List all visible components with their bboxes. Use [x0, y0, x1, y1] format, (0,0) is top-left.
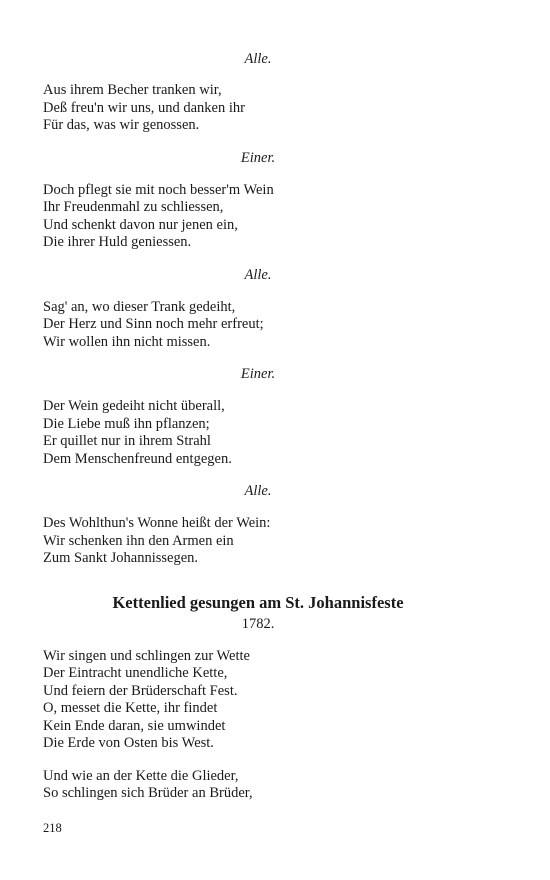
- verse-line: Aus ihrem Becher tranken wir,: [43, 82, 222, 98]
- verse-line: Er quillet nur in ihrem Strahl: [43, 433, 211, 449]
- verse-line: Zum Sankt Johannissegen.: [43, 550, 199, 566]
- verse-line: Wir wollen ihn nicht missen.: [43, 333, 211, 350]
- verse-line: Für das, was wir genossen.: [43, 117, 200, 133]
- verse-line: Deß freu'n wir uns, und danken ihr: [43, 99, 245, 116]
- speaker-label: Alle.: [244, 483, 272, 499]
- verse-line: Sag' an, wo dieser Trank gedeiht,: [43, 298, 236, 315]
- stanza: [43, 398, 473, 468]
- stanza: [43, 299, 473, 352]
- song-year: 1782.: [241, 615, 275, 632]
- verse-line: Und schenkt davon nur jenen ein,: [43, 216, 238, 233]
- verse-line: Der Herz und Sinn noch mehr erfreut;: [43, 316, 264, 332]
- stanza: [43, 768, 473, 803]
- stanza: [43, 182, 473, 252]
- page-number: 218: [43, 821, 62, 835]
- verse-line: Die ihrer Huld geniessen.: [43, 234, 192, 250]
- verse-line: Dem Menschenfreund entgegen.: [43, 450, 232, 467]
- verse-line: Ihr Freudenmahl zu schliessen,: [43, 199, 224, 215]
- stanza: [43, 515, 473, 568]
- verse-line: So schlingen sich Brüder an Brüder,: [43, 785, 253, 801]
- verse-line: Der Eintracht unendliche Kette,: [43, 665, 228, 681]
- stanza: [43, 648, 473, 753]
- verse-line: Und wie an der Kette die Glieder,: [43, 767, 239, 784]
- verse-line: Wir schenken ihn den Armen ein: [43, 532, 234, 549]
- verse-line: Die Erde von Osten bis West.: [43, 735, 214, 751]
- verse-line: Der Wein gedeiht nicht überall,: [43, 398, 225, 414]
- page-content: [43, 50, 473, 803]
- verse-line: Kein Ende daran, sie umwindet: [43, 717, 226, 734]
- speaker-label: Einer.: [240, 149, 276, 166]
- verse-line: Wir singen und schlingen zur Wette: [43, 647, 250, 664]
- stanza: [43, 82, 473, 135]
- verse-line: Die Liebe muß ihn pflanzen;: [43, 415, 210, 432]
- speaker-label: Alle.: [244, 51, 272, 67]
- verse-line: Doch pflegt sie mit noch besser'm Wein: [43, 181, 274, 198]
- speaker-label: Einer.: [240, 366, 276, 382]
- verse-line: O, messet die Kette, ihr findet: [43, 700, 218, 716]
- speaker-label: Alle.: [244, 266, 272, 283]
- verse-line: Und feiern der Brüderschaft Fest.: [43, 682, 238, 699]
- song-title: Kettenlied gesungen am St. Johannisfeste: [112, 592, 404, 612]
- verse-line: Des Wohlthun's Wonne heißt der Wein:: [43, 515, 271, 531]
